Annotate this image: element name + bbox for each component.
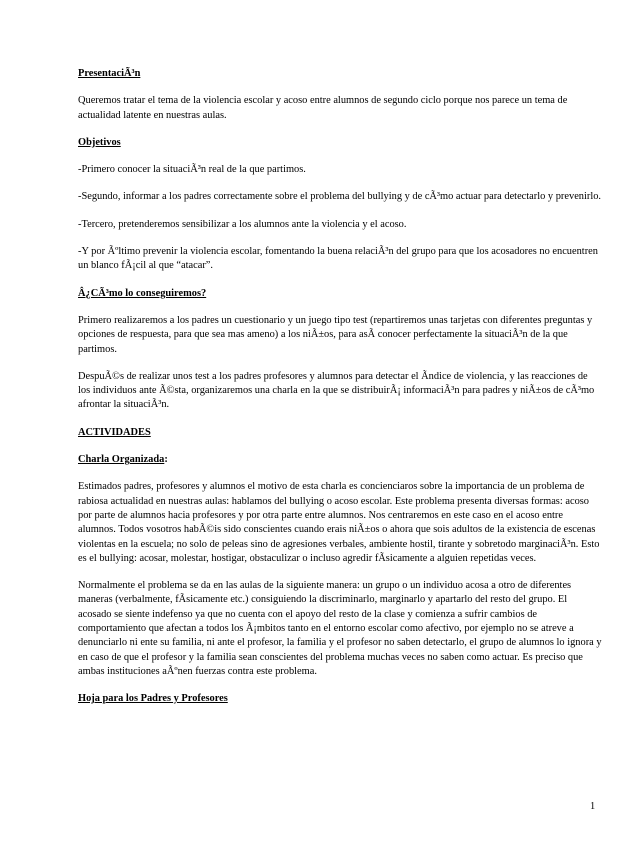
paragraph: Queremos tratar el tema de la violencia escolar y acoso entre alumnos de segundo ciclo porque nos parece un tema de actualidad latente en nuestras aulas. bbox=[78, 95, 568, 121]
objective-item: -Segundo, informar a los padres correctamente sobre el problema del bullying y de cÃ³mo actuar para detectarlo y prevenirlo. bbox=[78, 191, 602, 203]
section-heading-presentacion: PresentaciÃ³n bbox=[78, 68, 141, 79]
section-heading-actividades: ACTIVIDADES bbox=[78, 426, 151, 438]
page-number: 1 bbox=[590, 801, 596, 812]
objective-item: -Y por Ãºltimo prevenir la violencia escolar, fomentando la buena relaciÃ³n del grupo para que los acosadores no encuentren un blanco fÃ¡cil al que “atacar”. bbox=[78, 246, 598, 272]
paragraph: Primero realizaremos a los padres un cuestionario y un juego tipo test (repartiremos unas tarjetas con diferentes preguntas y opciones de respuesta, para que sea mas ameno) a los niÃ±os, para asÃ conocer perfectamente la situaciÃ³n de la que partimos. bbox=[78, 314, 593, 355]
charla-title-suffix: : bbox=[164, 454, 168, 466]
objective-item: -Tercero, pretenderemos sensibilizar a los alumnos ante la violencia y el acoso. bbox=[78, 218, 407, 230]
subsection-heading-charla bbox=[78, 453, 602, 467]
subsection-heading-hoja: Hoja para los Padres y Profesores bbox=[78, 693, 228, 705]
paragraph: Estimados padres, profesores y alumnos el motivo de esta charla es concienciaros sobre la importancia de un problema de rabiosa actualidad en nuestras aulas: hablamos del bullying o acoso escolar. Este problema presenta diversas formas: acoso por parte de alumnos hacia profesores y por otra parte entre alumnos. Nos centraremos en este caso en el acoso entre alumnos. Todos vosotros habÃ©is sido conscientes cuando erais niÃ±os o ahora que sois adultos de la existencia de escenas violentas en la escuela; no solo de peleas sino de agresiones verbales, ambiente hostil, tirante y sobretodo marginaciÃ³n. Esto es el bullying: acosar, molestar, hostigar, obstaculizar o incluso agredir fÃsicamente a alguien repetidas veces. bbox=[78, 481, 600, 564]
section-heading-objetivos: Objetivos bbox=[78, 136, 121, 148]
charla-title: Charla Organizada bbox=[78, 454, 165, 466]
paragraph: Normalmente el problema se da en las aulas de la siguiente manera: un grupo o un individuo acosa a otro de diferentes maneras (verbalmente, fÃsicamente etc.) consiguiendo la discriminarlo, marginarlo y apartarlo del resto del grupo. El acosado se siente indefenso ya que no cuenta con el apoyo del resto de la clase y comienza a sufrir cambios de comportamiento que afectan a todos los Ã¡mbitos tanto en el entorno escolar como afectivo, por ejemplo no se atreve a denunciarlo ni ente su familia, ni ante el profesor, la familia y el profesor no saben detectarlo, el grupo de alumnos lo ignora y en caso de que el profesor y la familia sean conscientes del problema muchas veces no saben como actuar. Es preciso que ambas instituciones aÃºnen fuerzas contra este problema. bbox=[78, 580, 602, 677]
document-body bbox=[78, 67, 602, 720]
objective-item: -Primero conocer la situaciÃ³n real de la que partimos. bbox=[78, 164, 306, 176]
section-heading-como: Â¿CÃ³mo lo conseguiremos? bbox=[78, 287, 207, 299]
paragraph: DespuÃ©s de realizar unos test a los padres profesores y alumnos para detectar el Ãndice de violencia, y las reacciones de los individuos ante Ã©sta, organizaremos una charla en la que se distribuirÃ¡ informaciÃ³n para padres y niÃ±os de cÃ³mo afrontar la situaciÃ³n. bbox=[78, 370, 595, 411]
